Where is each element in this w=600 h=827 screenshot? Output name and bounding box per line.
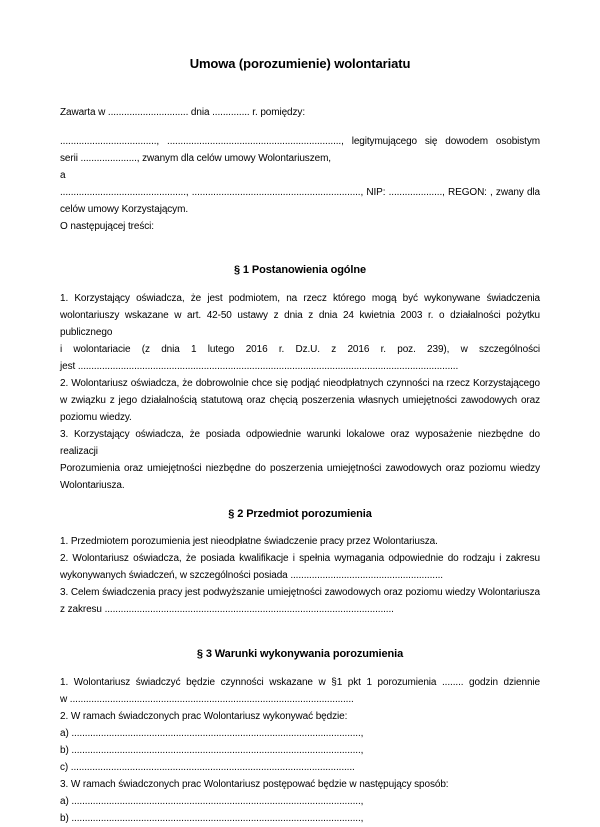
text-line: 3. Korzystający oświadcza, że posiada odpowiednie warunki lokalowe oraz wyposażenie niezbędne do realizacji (60, 429, 540, 457)
section-3-heading: § 3 Warunki wykonywania porozumienia (196, 648, 404, 660)
text-line: poziomu wiedzy. (60, 412, 132, 423)
party-line-and: a (60, 170, 66, 181)
text-line: Porozumienia oraz umiejętności niezbędne do poszerzenia umiejętności zawodowych oraz poziomu wiedzy (60, 463, 540, 474)
section-2-heading: § 2 Przedmiot porozumienia (228, 508, 372, 520)
party-line-preamble: O następującej treści: (60, 221, 154, 232)
text-line: 1. Przedmiotem porozumienia jest nieodpłatne świadczenie pracy przez Wolontariusza. (60, 536, 438, 547)
text-line: 3. W ramach świadczonych prac Wolontariusz postępować będzie w następujący sposób: (60, 779, 449, 790)
section-1-body (60, 290, 540, 494)
text-line-fill-in: wykonywanych świadczeń, w szczególności posiada ......................................................... (60, 570, 443, 581)
text-line: 1. Wolontariusz świadczyć będzie czynności wskazane w §1 pkt 1 porozumienia ........ godzin dziennie (60, 677, 540, 688)
section-2 (60, 506, 540, 618)
text-line-fill-in: w .......................................................................................................... (60, 694, 354, 705)
section-1 (60, 262, 540, 494)
text-line: i wolontariacie (z dnia 1 lutego 2016 r. Dz.U. z 2016 r. poz. 239), w szczególności (60, 344, 540, 355)
party-line-volunteer-id: ...................................., ................................................................., legitymującego się dowodem osobistym (60, 136, 540, 147)
text-line-fill-in-b: b) ............................................................................................................, (60, 813, 364, 824)
party-line-volunteer-name: serii ....................., zwanym dla celów umowy Wolontariuszem, (60, 153, 331, 164)
text-line: Wolontariusza. (60, 480, 125, 491)
text-line: 2. Wolontariusz oświadcza, że posiada kwalifikacje i spełnia wymagania odpowiednie do rodzaju i zakresu (60, 553, 540, 564)
text-line: 2. W ramach świadczonych prac Wolontariusz wykonywać będzie: (60, 711, 348, 722)
section-1-heading: § 1 Postanowienia ogólne (233, 264, 367, 276)
section-3-body (60, 674, 540, 827)
text-line: 3. Celem świadczenia pracy jest podwyższanie umiejętności zawodowych oraz poziomu wiedzy Wolontariusza (60, 587, 540, 598)
text-line: 1. Korzystający oświadcza, że jest podmiotem, na rzecz którego mogą być wykonywane świadczenia (60, 293, 540, 304)
text-line-fill-in-b: b) ............................................................................................................, (60, 745, 364, 756)
party-line-beneficiary-id: ..............................................., ..............................................................., NIP: ...................., REGON: , zwany dla (60, 187, 540, 198)
text-line-fill-in-a: a) ............................................................................................................, (60, 796, 364, 807)
text-line: w związku z jego działalnością statutową oraz chęcią poszerzenia własnych umiejętności zawodowych oraz (60, 395, 540, 406)
text-line-fill-in: jest .............................................................................................................................................. (60, 361, 459, 372)
text-line-fill-in-a: a) ............................................................................................................, (60, 728, 364, 739)
text-line: 2. Wolontariusz oświadcza, że dobrowolnie chce się podjąć nieodpłatnych czynności na rzecz Korzystającego (60, 378, 540, 389)
text-line: wolontariuszy wskazane w art. 42-50 ustawy z dnia z dnia 24 kwietnia 2003 r. o działalności pożytku publicznego (60, 310, 540, 338)
text-line-fill-in-c: c) .......................................................................................................... (60, 762, 355, 773)
section-2-body (60, 533, 540, 618)
text-line-fill-in: z zakresu ............................................................................................................ (60, 604, 394, 615)
opening-line: Zawarta w .............................. dnia .............. r. pomiędzy: (60, 107, 306, 118)
document-title: Umowa (porozumienie) wolontariatu (189, 56, 411, 71)
party-line-beneficiary-name: celów umowy Korzystającym. (60, 204, 188, 215)
parties-block (60, 133, 540, 235)
section-3 (60, 646, 540, 827)
